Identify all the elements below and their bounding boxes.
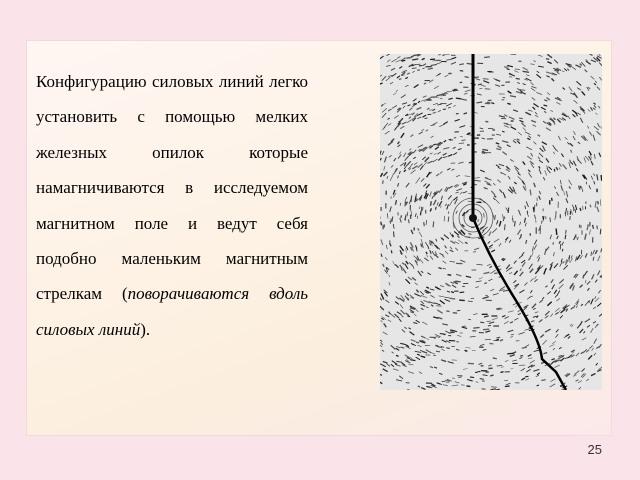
iron-filing bbox=[504, 216, 505, 219]
iron-filing bbox=[468, 319, 471, 320]
iron-filing bbox=[485, 89, 491, 90]
iron-filing bbox=[450, 298, 456, 299]
iron-filing bbox=[467, 386, 471, 387]
iron-filing bbox=[381, 222, 382, 226]
iron-filing bbox=[483, 79, 489, 80]
iron-filing bbox=[436, 351, 440, 352]
iron-filing bbox=[470, 377, 474, 378]
iron-filing bbox=[465, 77, 469, 78]
iron-filing bbox=[408, 219, 409, 223]
iron-filing bbox=[541, 380, 545, 381]
body-text-italic: поворачиваются вдоль силовых линий bbox=[36, 284, 308, 339]
iron-filing bbox=[446, 348, 450, 349]
iron-filing bbox=[583, 275, 584, 279]
iron-filing bbox=[467, 133, 470, 134]
iron-filing bbox=[448, 275, 452, 276]
iron-filing bbox=[483, 329, 489, 330]
iron-filing bbox=[464, 93, 468, 94]
iron-filing bbox=[484, 57, 490, 58]
wire-crossing-point bbox=[469, 214, 477, 222]
iron-filing bbox=[438, 347, 442, 348]
iron-filing bbox=[416, 342, 419, 343]
page-number: 25 bbox=[587, 442, 602, 457]
iron-filing bbox=[424, 222, 425, 226]
iron-filing bbox=[504, 123, 509, 124]
iron-filing bbox=[391, 250, 392, 253]
iron-filing bbox=[412, 68, 417, 69]
iron-filing bbox=[399, 79, 402, 80]
iron-filing bbox=[543, 216, 544, 220]
iron-filing bbox=[421, 207, 422, 213]
iron-filing bbox=[449, 332, 454, 333]
iron-filing bbox=[419, 65, 422, 66]
iron-filing bbox=[417, 55, 420, 56]
iron-filing bbox=[436, 207, 437, 210]
iron-filing bbox=[383, 180, 384, 184]
iron-filing bbox=[533, 207, 534, 212]
iron-filing bbox=[516, 341, 520, 342]
iron-filing bbox=[446, 311, 449, 312]
iron-filing bbox=[566, 230, 567, 234]
iron-filing bbox=[516, 78, 520, 79]
iron-filing bbox=[448, 107, 451, 108]
iron-filing bbox=[398, 176, 399, 179]
magnetic-field-lines-image bbox=[380, 54, 602, 390]
body-text bbox=[36, 64, 308, 347]
iron-filing bbox=[436, 75, 439, 76]
iron-filing bbox=[425, 118, 428, 119]
iron-filing bbox=[520, 90, 525, 91]
iron-filing bbox=[507, 103, 510, 104]
iron-filing bbox=[550, 217, 551, 222]
iron-filing bbox=[431, 201, 432, 206]
iron-filing bbox=[396, 355, 399, 356]
iron-filing bbox=[521, 234, 522, 237]
iron-filing bbox=[433, 221, 434, 227]
body-text-end: ). bbox=[140, 319, 151, 339]
iron-filing bbox=[456, 98, 461, 99]
iron-filing bbox=[459, 143, 465, 144]
iron-filing bbox=[453, 313, 457, 314]
iron-filing bbox=[459, 300, 465, 301]
iron-filing bbox=[553, 242, 554, 244]
iron-filing bbox=[530, 190, 531, 196]
iron-filing bbox=[546, 59, 549, 60]
iron-filings-photo bbox=[380, 54, 602, 390]
iron-filing bbox=[597, 226, 598, 230]
iron-filing bbox=[590, 205, 591, 208]
iron-filing bbox=[502, 131, 505, 132]
iron-filing bbox=[454, 137, 456, 138]
iron-filing bbox=[505, 224, 506, 230]
iron-filing bbox=[480, 379, 484, 380]
iron-filing bbox=[449, 340, 455, 341]
iron-filing bbox=[384, 225, 385, 228]
iron-filing bbox=[411, 196, 412, 202]
iron-filing bbox=[565, 235, 566, 240]
iron-filing bbox=[497, 365, 502, 366]
iron-filing bbox=[482, 389, 486, 390]
iron-filing bbox=[462, 326, 465, 327]
iron-filing bbox=[598, 201, 599, 204]
iron-filing bbox=[600, 229, 601, 235]
iron-filing bbox=[435, 345, 438, 346]
iron-filing bbox=[460, 71, 463, 72]
iron-filing bbox=[480, 322, 484, 323]
iron-filing bbox=[401, 215, 402, 218]
iron-filing bbox=[515, 69, 520, 70]
iron-filing bbox=[556, 229, 557, 235]
iron-filing bbox=[402, 60, 406, 61]
iron-filing bbox=[465, 350, 468, 351]
iron-filing bbox=[507, 353, 514, 354]
iron-filing bbox=[500, 372, 503, 373]
iron-filing bbox=[460, 292, 465, 293]
iron-filing bbox=[473, 328, 479, 329]
iron-filing bbox=[427, 114, 431, 115]
iron-filing bbox=[478, 219, 479, 222]
iron-filing bbox=[552, 198, 553, 201]
iron-filing bbox=[440, 334, 446, 335]
iron-filing bbox=[601, 175, 602, 181]
iron-filing bbox=[417, 70, 420, 71]
iron-filing bbox=[593, 225, 594, 229]
iron-filing bbox=[394, 232, 395, 238]
body-text-main: Конфигурацию силовых линий легко установить с помощью мелких железных опилок которые намагничиваются в исследуемом магнитном поле и ведут себя подобно маленьким магнитным стрелкам ( bbox=[36, 72, 308, 304]
iron-filing bbox=[554, 169, 555, 172]
iron-filing bbox=[458, 377, 462, 378]
